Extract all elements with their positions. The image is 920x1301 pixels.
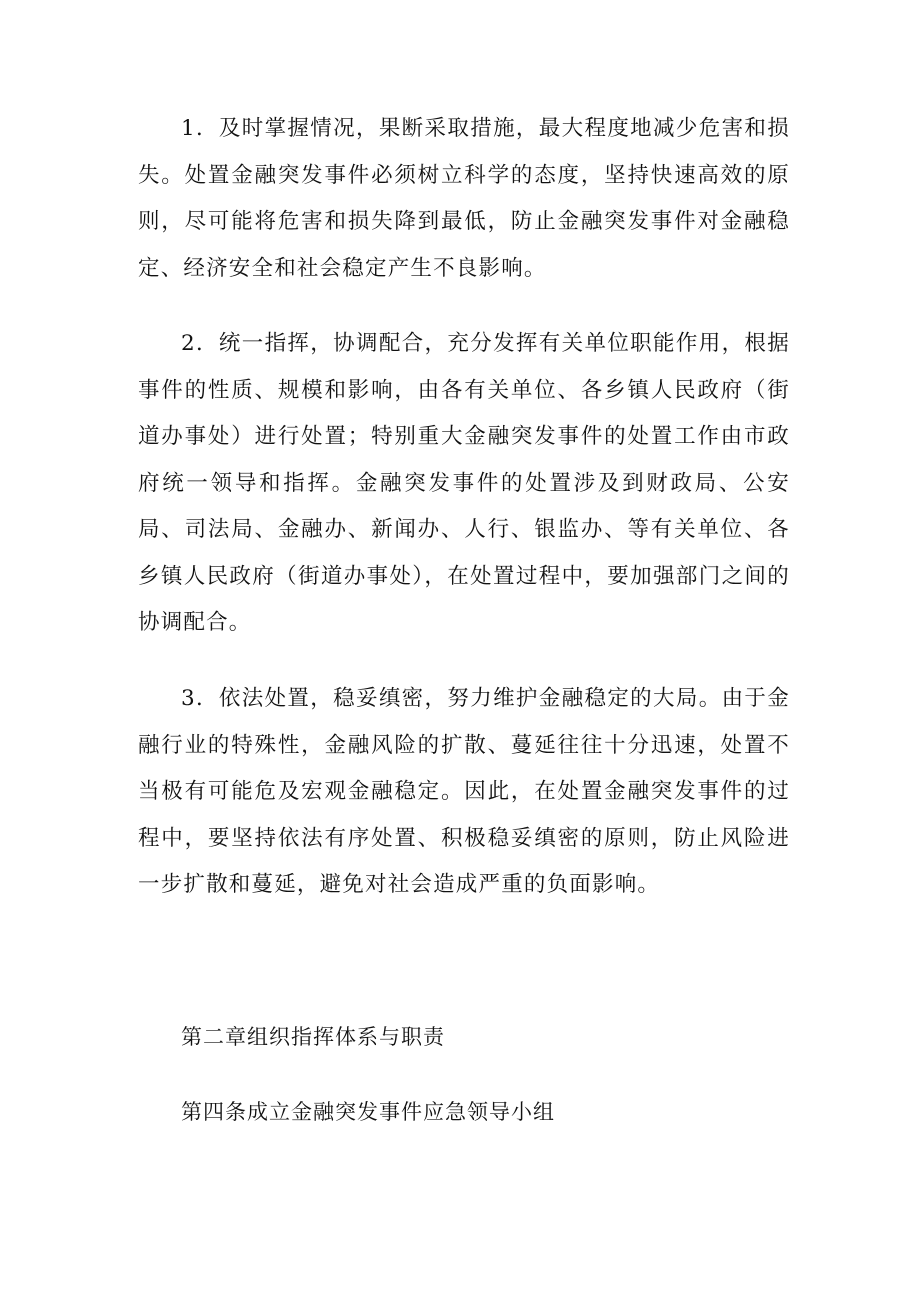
- paragraph-principle-1: 1．及时掌握情况，果断采取措施，最大程度地减少危害和损失。处置金融突发事件必须树立科学的态度，坚持快速高效的原则，尽可能将危害和损失降到最低，防止金融突发事件对金融稳定、经济安全和社会稳定产生不良影响。: [138, 116, 790, 281]
- chapter-heading: 第二章组织指挥体系与职责: [181, 1025, 445, 1049]
- article-heading: 第四条成立金融突发事件应急领导小组: [181, 1100, 555, 1124]
- paragraph-principle-3: 3．依法处置，稳妥缜密，努力维护金融稳定的大局。由于金融行业的特殊性，金融风险的扩散、蔓延往往十分迅速，处置不当极有可能危及宏观金融稳定。因此，在处置金融突发事件的过程中，要坚持依法有序处置、积极稳妥缜密的原则，防止风险进一步扩散和蔓延，避免对社会造成严重的负面影响。: [138, 686, 790, 897]
- paragraph-principle-2: 2．统一指挥，协调配合，充分发挥有关单位职能作用，根据事件的性质、规模和影响，由各有关单位、各乡镇人民政府（街道办事处）进行处置；特别重大金融突发事件的处置工作由市政府统一领导和指挥。金融突发事件的处置涉及到财政局、公安局、司法局、金融办、新闻办、人行、银监办、等有关单位、各乡镇人民政府（街道办事处），在处置过程中，要加强部门之间的协调配合。: [138, 331, 790, 635]
